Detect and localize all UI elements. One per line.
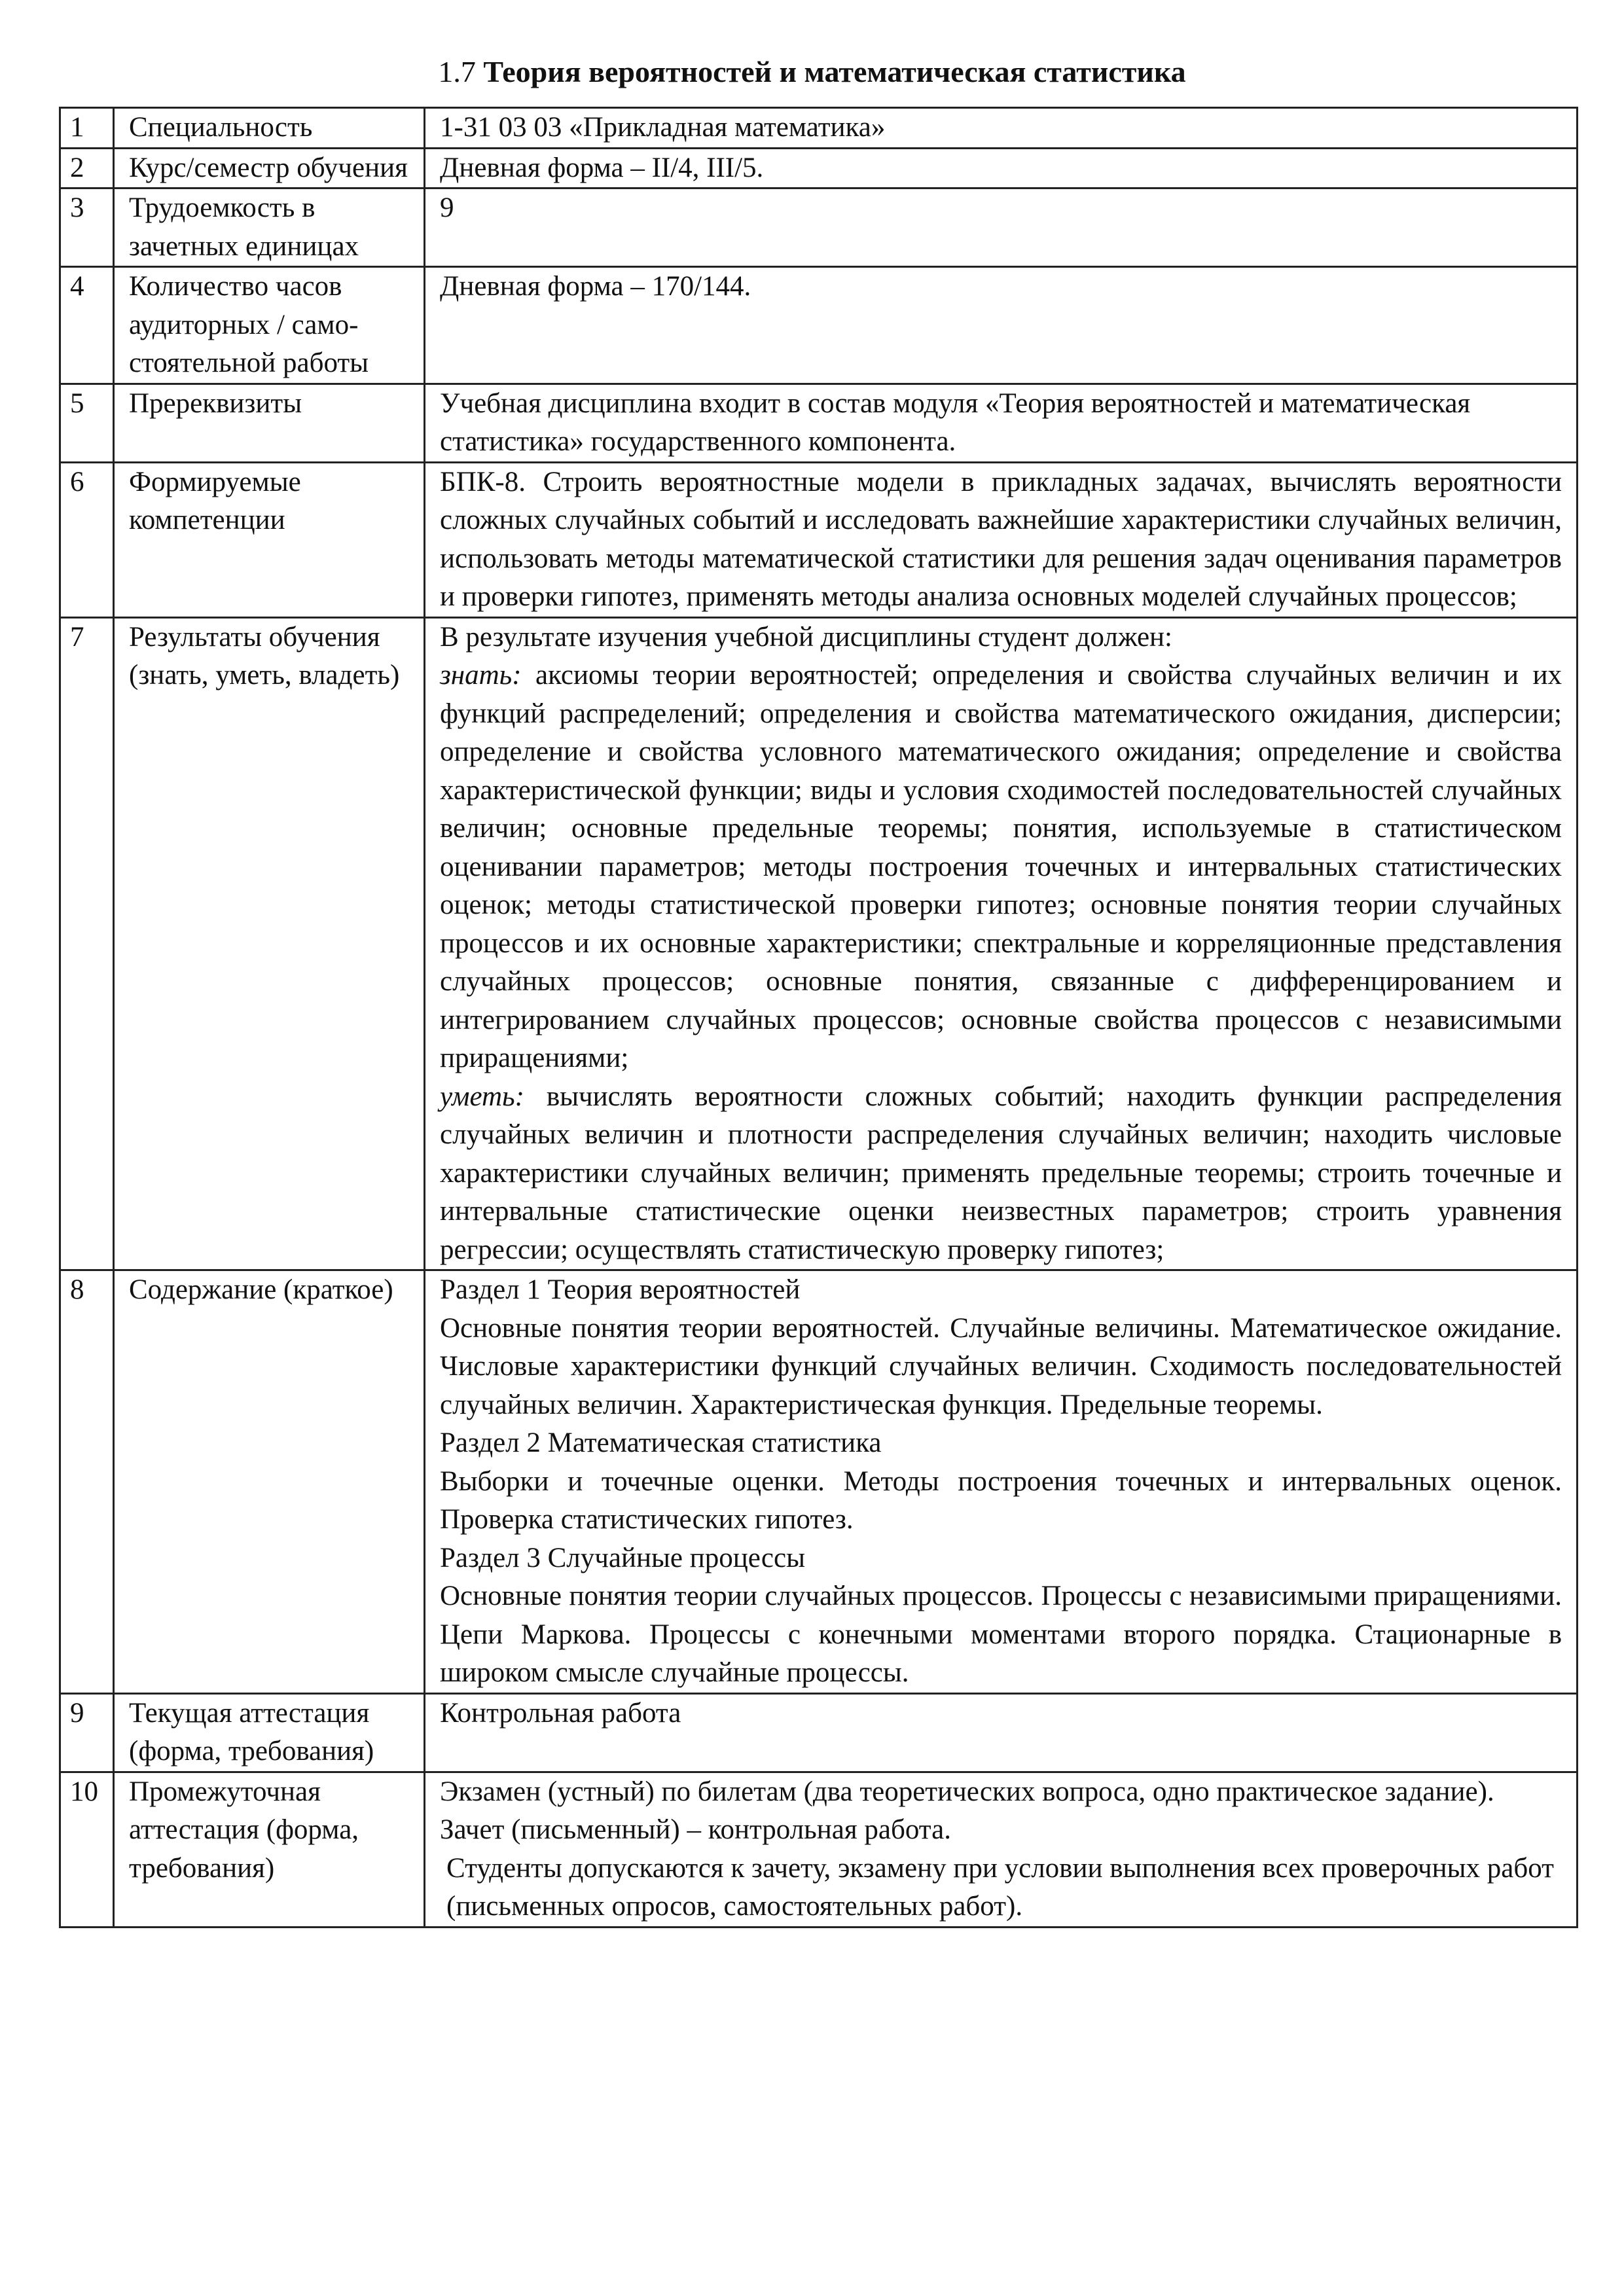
row-label: Специальность [114,108,425,149]
can-text: вычислять вероятности сложных событий; находить функции распределения случайных величин и плотности распределения случайных величин; находить числовые характеристики случайных величин; применять предельные теоремы; строить точечные и интервальные статистические оценки неизвестных параметров; строить уравнения регрессии; осуществлять статистическую проверку гипотез; [440,1081,1562,1265]
section-text: Основные понятия теории вероятностей. Случайные величины. Математическое ожидание. Числовые характеристики функций случайных величин. Сходимость последовательностей случайных величин. Характеристическая функция. Предельные теоремы. [440,1312,1562,1420]
row-value-content [425,1270,1578,1694]
row-number: 2 [60,148,114,188]
row-label: Количество часов аудиторных / само-стоятельной работы [114,267,425,384]
table-row [60,384,1578,462]
know-label: знать: [440,660,522,691]
title-number: 1.7 [438,55,476,88]
row-value: Дневная форма – II/4, III/5. [425,148,1578,188]
syllabus-table [59,107,1578,1928]
row-number: 4 [60,267,114,384]
row-value: БПК-8. Строить вероятностные модели в прикладных задачах, вычислять вероятности сложных случайных событий и исследовать важнейшие характеристики случайных величин, использовать методы математической статистики для решения задач оценивания параметров и проверки гипотез, применять методы анализа основных моделей случайных процессов; [425,462,1578,617]
table-row [60,1693,1578,1772]
table-row [60,148,1578,188]
section-heading: Раздел 2 Математическая статистика [440,1427,882,1458]
row-value: Учебная дисциплина входит в состав модуля «Теория вероятностей и математическая статистика» государственного компонента. [425,384,1578,462]
row-label: Текущая аттестация (форма, требования) [114,1693,425,1772]
row-number: 3 [60,188,114,267]
row-number: 1 [60,108,114,149]
section-heading: Раздел 1 Теория вероятностей [440,1274,801,1305]
section-heading: Раздел 3 Случайные процессы [440,1542,805,1573]
outcomes-intro: В результате изучения учебной дисциплины студент должен: [440,621,1173,653]
row-number: 5 [60,384,114,462]
row-label: Трудоемкость в зачетных единицах [114,188,425,267]
table-row [60,462,1578,617]
table-row [60,1772,1578,1927]
table-row [60,617,1578,1270]
document-title [0,52,1624,92]
table-row [60,108,1578,149]
section-text: Основные понятия теории случайных процессов. Процессы с независимыми приращениями. Цепи Маркова. Процессы с конечными моментами второго порядка. Стационарные в широком смысле случайные процессы. [440,1581,1562,1688]
section-text: Выборки и точечные оценки. Методы построения точечных и интервальных оценок. Проверка статистических гипотез. [440,1465,1562,1535]
row-number: 10 [60,1772,114,1927]
row-number: 7 [60,617,114,1270]
assessment-text: Экзамен (устный) по билетам (два теоретических вопроса, одно практическое задание). Зачет (письменный) – контрольная работа. [440,1776,1494,1845]
row-value: Дневная форма – 170/144. [425,267,1578,384]
table-row [60,188,1578,267]
row-label: Курс/семестр обучения [114,148,425,188]
row-number: 9 [60,1693,114,1772]
assessment-admission-text: Студенты допускаются к зачету, экзамену при условии выполнения всех проверочных работ (письменных опросов, самостоятельных работ). [446,1852,1554,1922]
row-value-learning-outcomes [425,617,1578,1270]
row-label: Формируемые компетенции [114,462,425,617]
row-value: 1-31 03 03 «Прикладная математика» [425,108,1578,149]
table-row [60,267,1578,384]
row-value-assessment [425,1772,1578,1927]
row-value: 9 [425,188,1578,267]
row-label: Результаты обучения (знать, уметь, владеть) [114,617,425,1270]
row-label: Промежуточная аттестация (форма, требования) [114,1772,425,1927]
row-value: Контрольная работа [425,1693,1578,1772]
can-label: уметь: [440,1081,524,1112]
row-number: 6 [60,462,114,617]
row-number: 8 [60,1270,114,1694]
title-name: Теория вероятностей и математическая статистика [483,55,1186,88]
outcomes-know [440,656,1562,1078]
outcomes-can [440,1078,1562,1270]
table-row [60,1270,1578,1694]
row-label: Пререквизиты [114,384,425,462]
know-text: аксиомы теории вероятностей; определения и свойства случайных величин и их функций распределений; определения и свойства математического ожидания, дисперсии; определение и свойства условного математического ожидания; определение и свойства характеристической функции; виды и условия сходимостей последовательностей случайных величин; основные предельные теоремы; понятия, используемые в статистическом оценивании параметров; методы построения точечных и интервальных статистических оценок; методы статистической проверки гипотез; основные понятия теории случайных процессов и их основные характеристики; спектральные и корреляционные представления случайных процессов; основные понятия, связанные с дифференцированием и интегрированием случайных процессов; основные свойства процессов с независимыми приращениями; [440,660,1562,1073]
row-label: Содержание (краткое) [114,1270,425,1694]
